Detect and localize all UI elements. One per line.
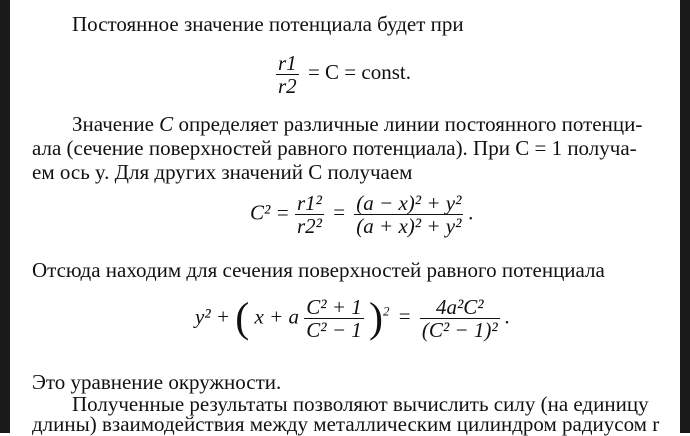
text-line-2 [72, 112, 642, 136]
eq1-denominator: r2 [278, 74, 297, 98]
eq3-inner-fraction [304, 296, 363, 341]
eq3-right-paren: ) [369, 295, 384, 342]
eq1-numerator: r1 [278, 51, 297, 75]
eq3-inner-numerator: C² + 1 [306, 295, 362, 319]
eq2-fraction-1 [295, 192, 324, 237]
eq3-end: . [504, 304, 511, 329]
fraction-r1-r2 [276, 52, 299, 97]
text-line-6: Это уравнение окружности. [32, 370, 282, 394]
eq2-fraction-2 [354, 192, 463, 237]
text-line-5: Отсюда находим для сечения поверхностей равного потенциала [32, 258, 605, 282]
eq3-rhs-denominator: (C² − 1)² [421, 318, 498, 342]
eq2-lhs: C² = [250, 200, 290, 225]
eq3-equals: = [398, 304, 411, 329]
right-dark-edge [680, 0, 690, 433]
text-line-2b: C [159, 112, 174, 136]
text-line-7: Полученные результаты позволяют вычислить силу (на единицу [72, 392, 649, 416]
eq2-f2-denominator: (a + x)² + y² [356, 214, 462, 238]
eq2-f1-denominator: r2² [296, 214, 322, 238]
eq3-rhs-fraction [420, 296, 500, 341]
eq3-left-paren: ( [235, 295, 250, 342]
equation-1 [276, 52, 415, 97]
text-line-4: ем ось y. Для других значений C получаем [32, 160, 413, 184]
equation-2 [250, 192, 474, 237]
text-line-8: длины) взаимодействия между металлическим цилиндром радиусом r [32, 412, 660, 436]
eq2-f1-numerator: r1² [296, 191, 322, 215]
left-dark-edge [0, 0, 10, 433]
eq2-f2-numerator: (a − x)² + y² [356, 191, 462, 215]
eq3-inner-denominator: C² − 1 [306, 318, 362, 342]
eq2-end: . [468, 200, 474, 225]
text-line-1: Постоянное значение потенциала будет при [72, 12, 464, 36]
text-line-2a: Значение [72, 112, 160, 136]
text-line-2c: определяет различные линии постоянного потенци- [173, 112, 643, 136]
text-line-3: ала (сечение поверхностей равного потенциала). При C = 1 получа- [32, 136, 637, 160]
eq3-x-part: x + a [254, 304, 300, 329]
eq3-lhs: y² + [195, 304, 231, 329]
eq3-power: 2 [383, 303, 390, 319]
equation-3 [195, 296, 510, 341]
eq3-rhs-numerator: 4a²C² [420, 296, 500, 319]
eq2-equals: = [333, 200, 346, 225]
eq1-rhs: = C = const. [307, 60, 411, 85]
